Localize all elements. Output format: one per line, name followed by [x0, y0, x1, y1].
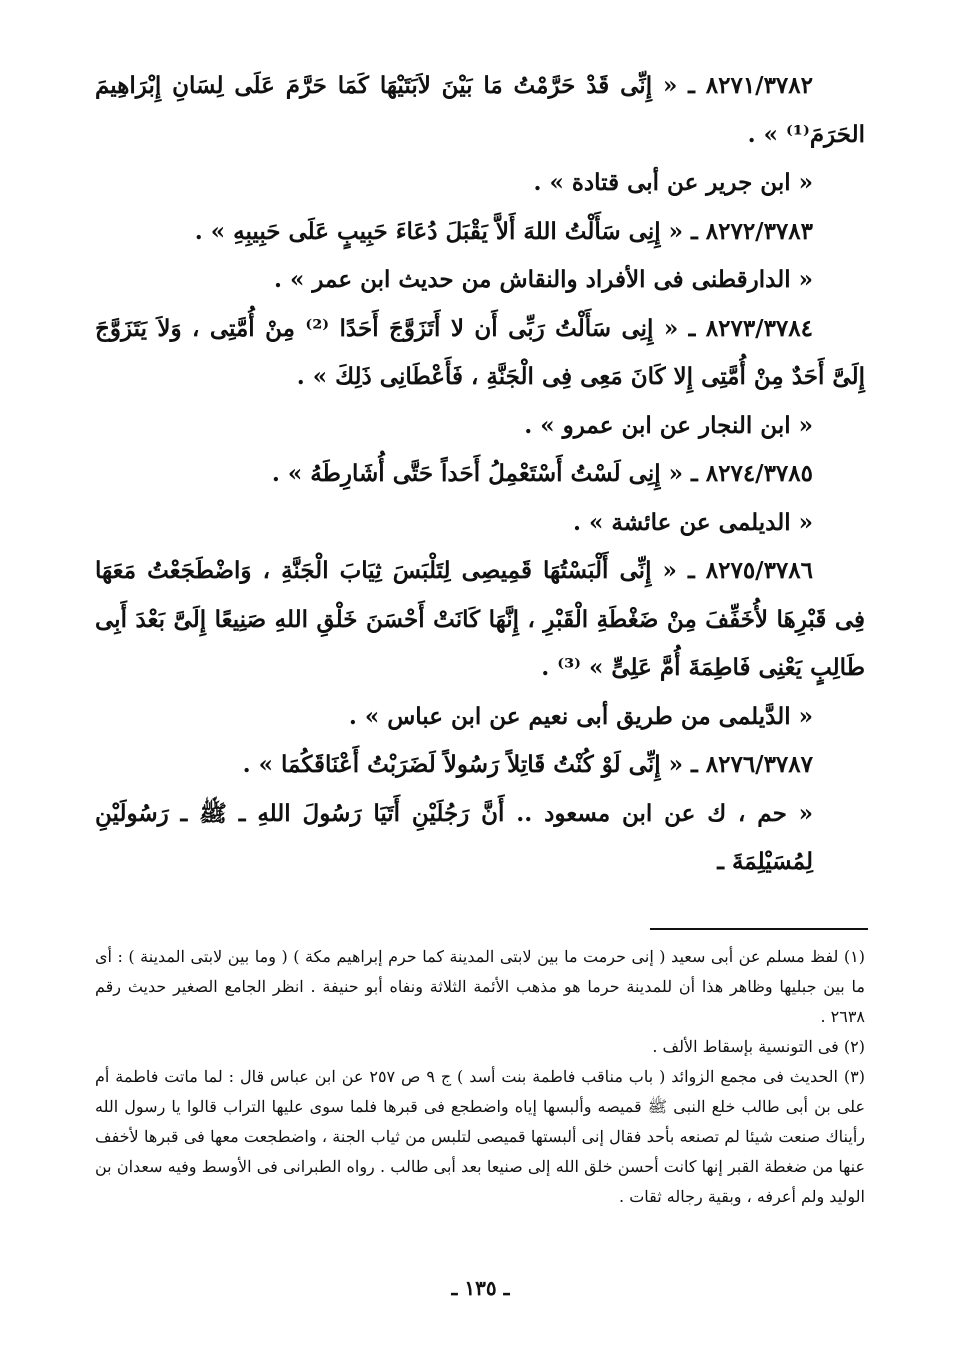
page-number: ـ ١٣٥ ـ	[451, 1276, 510, 1300]
hadith-entry: ٨٢٧٦/٣٧٨٧ ـ « إِنِّى لَوْ كُنْتُ قَاتِلاً رَسُولاً لَضَرَبْتُ أَعْنَاقَكُمَا » .	[242, 751, 813, 778]
hadith-entry: ٨٢٧٣/٣٧٨٤ ـ « إِنِى سَأَلْتُ رَبِّى أَن لا أَتَزَوَّجَ أَحَدًا ⁽²⁾ مِنْ أُمَّتِى ، وَلاَ يَتَزَوَّجَ إِلَىَّ أَحَدٌ مِنْ أُمَّتِى إِلا كَانَ مَعِى فِى الْجَنَّةِ ، فَأَعْطَانِى ذَلِكَ » .	[95, 314, 865, 390]
hadith-source: « ابن النجار عن ابن عمرو » .	[524, 411, 813, 439]
hadith-entry: ٨٢٧١/٣٧٨٢ ـ « إِنِّى قَدْ حَرَّمْتُ مَا بَيْنَ لاَبَتَيْهَا كَمَا حَرَّمَ عَلَى لِسَانِ إِبْرَاهِيمَ الحَرَمَ⁽¹⁾ » .	[95, 72, 865, 148]
footnotes	[95, 942, 865, 1212]
hadith-entry: ٨٢٧٤/٣٧٨٥ ـ « إِنِى لَسْتُ أَسْتَعْمِلُ أَحَداً حَتَّى أُشَارِطَهُ » .	[271, 460, 813, 487]
footnote-3: (٣) الحديث فى مجمع الزوائد ( باب مناقب فاطمة بنت أسد ) ج ٩ ص ٢٥٧ عن ابن عباس قال : لما ماتت فاطمة أم على بن أبى طالب خلع النبى ﷺ قميصه وألبسها إياه واضطجع فى قبرها فلما سوى عليها التراب قالوا يا رسول الله رأيناك صنعت شيئا لم تصنعه بأحد فقال إنى ألبستها قميصى لتلبس من ثياب الجنة ، واضطجعت معها فى قبرها لأخفف عنها من ضغطة القبر إنها كانت أحسن خلق الله إلى صنيعا بعد أبى طالب . رواه الطبرانى فى الأوسط وفيه سعدان بن الوليد ولم أعرفه ، وبقية رجاله ثقات .	[95, 1067, 866, 1206]
hadith-source: « الدارقطنى فى الأفراد والنقاش من حديث ابن عمر » .	[273, 266, 813, 293]
footnote-divider	[650, 928, 868, 930]
hadith-entry: ٨٢٧٢/٣٧٨٣ ـ « إِنِى سَأَلْتُ اللهَ أَلاَّ يَقْبَلَ دُعَاءَ حَبِيبٍ عَلَى حَبِيبِهِ » .	[194, 217, 813, 245]
hadith-source: « ابن جرير عن أبى قتادة » .	[533, 169, 813, 196]
hadith-list	[95, 62, 865, 887]
hadith-source: « الديلمى عن عائشة » .	[573, 508, 813, 536]
hadith-source: « حم ، ك عن ابن مسعود .. أَنَّ رَجُلَيْنِ أَتَيَا رَسُولَ اللهِ ـ ﷺ ـ رَسُولَيْنِ لِمُسَيْلِمَةَ ـ	[95, 799, 813, 875]
footnote-2: (٢) فى التونسية بإسقاط الألف .	[652, 1037, 865, 1056]
hadith-source: « الدَّيلمى من طريق أبى نعيم عن ابن عباس » .	[348, 702, 813, 730]
main-text-block	[95, 62, 865, 887]
footnote-1: (١) لفظ مسلم عن أبى سعيد ( إنى حرمت ما بين لابتى المدينة كما حرم إبراهيم مكة ) ( وما بين لابتى المدينة ) : أى ما بين جبليها وظاهر هذا أن للمدينة حرما هو مذهب الأئمة الثلاثة ونفاه أبو حنيفة . انظر الجامع الصغير حديث رقم ٢٦٣٨ .	[95, 947, 865, 1026]
hadith-entry: ٨٢٧٥/٣٧٨٦ ـ « إِنِّى أَلْبَسْتُهَا قَمِيصِى لِتَلْبَسَ ثِيَابَ الْجَنَّةِ ، وَاضْطَجَعْتُ مَعَهَا فِى قَبْرِهَا لأُخَفِّفَ مِنْ ضَغْطَةِ الْقَبْرِ ، إِنَّهَا كَانَتْ أَحْسَنَ خَلْقِ اللهِ صَنِيعًا إِلَىَّ بَعْدَ أَبِى طَالِبٍ يَعْنِى فَاطِمَةَ أُمَّ عَلِىٍّ » ⁽³⁾ .	[95, 557, 865, 681]
